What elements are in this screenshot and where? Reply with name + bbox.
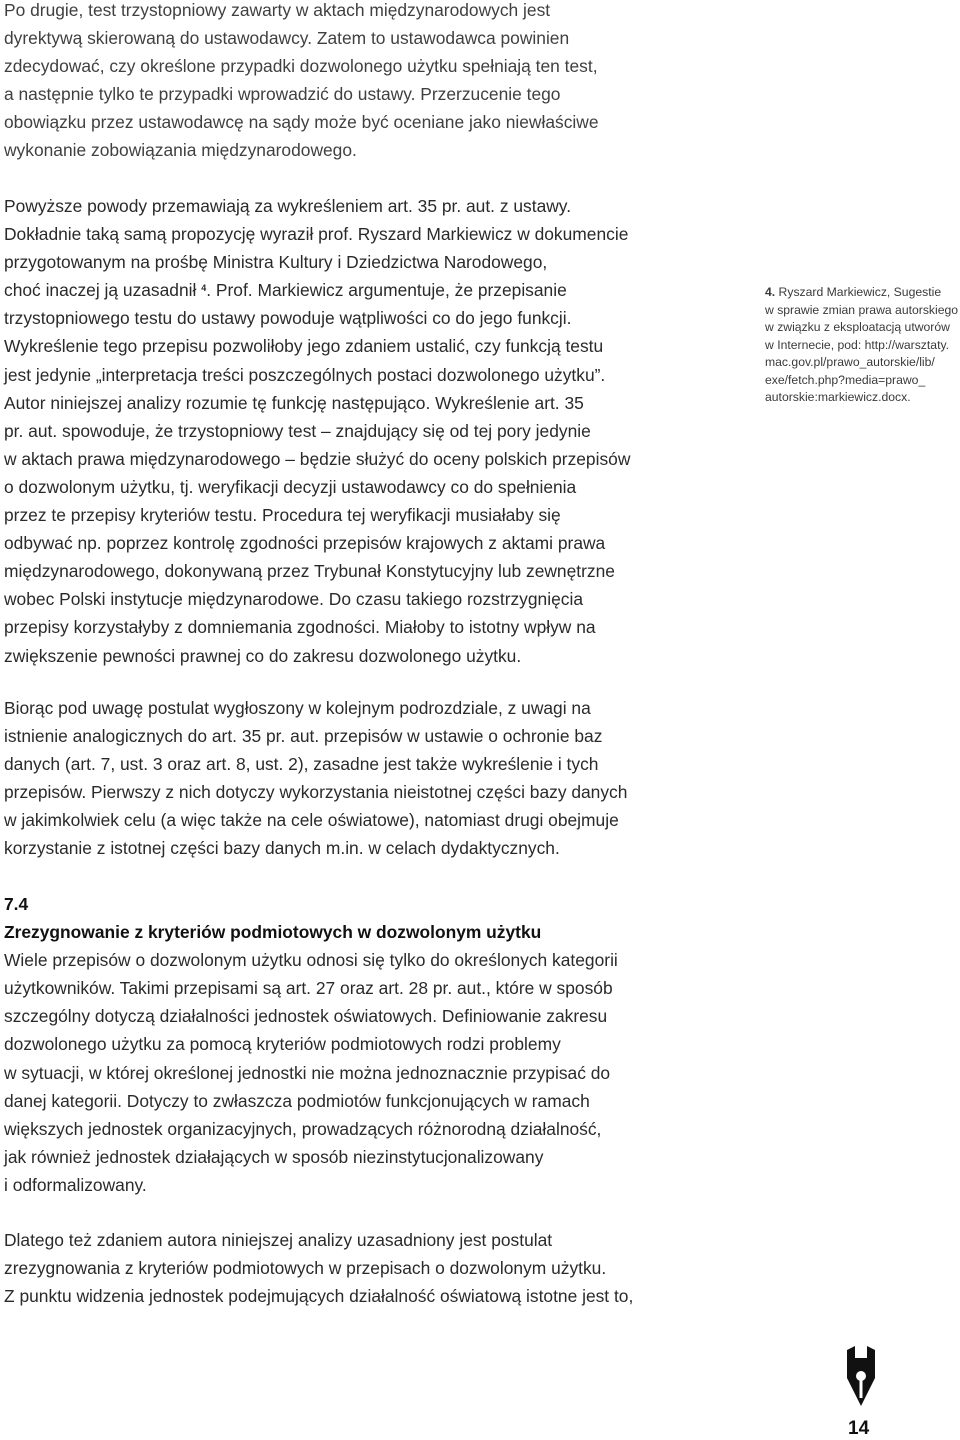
footnote-line: w sprawie zmian prawa autorskiego bbox=[765, 302, 959, 317]
text-line: jest jedynie „interpretacja treści poszczególnych postaci dozwolonego użytku”. bbox=[4, 364, 606, 385]
text-fragment: . Prof. Markiewicz argumentuje, że przepisanie bbox=[206, 280, 567, 301]
text-line: przygotowanym na prośbę Ministra Kultury i Dziedzictwa Narodowego, bbox=[4, 252, 548, 273]
footnote-line: mac.gov.pl/prawo_autorskie/lib/ bbox=[765, 355, 935, 369]
text-line: danych (art. 7, ust. 3 oraz art. 8, ust. 2), zasadne jest także wykreślenie i tych bbox=[4, 754, 599, 775]
section-7-4 bbox=[4, 890, 618, 1199]
paragraph-database-provisions bbox=[4, 694, 627, 863]
text-line: Autor niniejszej analizy rozumie tę funkcję następująco. Wykreślenie art. 35 bbox=[4, 392, 584, 413]
text-line: wobec Polski instytucje międzynarodowe. Do czasu takiego rozstrzygnięcia bbox=[4, 589, 583, 610]
text-line: trzystopniowego testu do ustawy powoduje wątpliwości co do jego funkcji. bbox=[4, 308, 572, 329]
text-line: danej kategorii. Dotyczy to zwłaszcza podmiotów funkcjonujących w ramach bbox=[4, 1090, 590, 1111]
text-line: jak również jednostek działających w sposób niezinstytucjonalizowany bbox=[4, 1146, 544, 1167]
text-line: przepisów. Pierwszy z nich dotyczy wykorzystania nieistotnej części bazy danych bbox=[4, 782, 628, 803]
text-line: większych jednostek organizacyjnych, prowadzących różnorodną działalność, bbox=[4, 1118, 602, 1139]
footnote-first-line bbox=[765, 284, 960, 302]
text-line: odbywać np. poprzez kontrolę zgodności przepisów krajowych z aktami prawa bbox=[4, 533, 606, 554]
text-line: międzynarodowego, dokonywaną przez Trybunał Konstytucyjny lub zewnętrzne bbox=[4, 561, 615, 582]
text-line: w aktach prawa międzynarodowego – będzie służyć do oceny polskich przepisów bbox=[4, 448, 631, 469]
text-line: Dokładnie taką samą propozycję wyraził prof. Ryszard Markiewicz w dokumencie bbox=[4, 224, 629, 245]
text-line: wykonanie zobowiązania międzynarodowego. bbox=[4, 140, 357, 161]
text-line: zrezygnowania z kryteriów podmiotowych w przepisach o dozwolonym użytku. bbox=[4, 1258, 607, 1279]
footnote-number: 4. bbox=[765, 285, 776, 299]
text-line: dyrektywą skierowaną do ustawodawcy. Zatem to ustawodawca powinien bbox=[4, 28, 570, 49]
text-line: Dlatego też zdaniem autora niniejszej analizy uzasadniony jest postulat bbox=[4, 1230, 553, 1250]
footnote-line: exe/fetch.php?media=prawo_ bbox=[765, 372, 926, 387]
footnote-text: Ryszard Markiewicz, Sugestie bbox=[775, 285, 942, 299]
text-line: Wiele przepisów o dozwolonym użytku odnosi się tylko do określonych kategorii bbox=[4, 950, 618, 971]
section-title: Zrezygnowanie z kryteriów podmiotowych w dozwolonym użytku bbox=[4, 922, 542, 943]
paragraph-test-directive bbox=[4, 0, 599, 165]
text-line: przez te przepisy kryteriów testu. Procedura tej weryfikacji musiałaby się bbox=[4, 505, 561, 526]
text-line: zwiększenie pewności prawnej co do zakresu dozwolonego użytku. bbox=[4, 645, 522, 666]
footnote-line: w Internecie, pod: http://warsztaty. bbox=[765, 337, 950, 352]
text-line: dozwolonego użytku za pomocą kryteriów podmiotowych rodzi problemy bbox=[4, 1034, 561, 1055]
text-line: Wykreślenie tego przepisu pozwoliłoby jego zdaniem ustalić, czy funkcją testu bbox=[4, 336, 604, 357]
text-line: obowiązku przez ustawodawcę na sądy może być oceniane jako niewłaściwe bbox=[4, 112, 599, 133]
text-line: szczególny dotyczą działalności jednostek oświatowych. Definiowanie zakresu bbox=[4, 1006, 608, 1027]
text-line: w sytuacji, w której określonej jednostki nie można jednoznacznie przypisać do bbox=[4, 1062, 611, 1083]
text-line: Biorąc pod uwagę postulat wygłoszony w kolejnym podrozdziale, z uwagi na bbox=[4, 698, 591, 718]
text-line: pr. aut. spowoduje, że trzystopniowy test – znajdujący się od tej pory jedynie bbox=[4, 420, 591, 441]
pen-nib-icon bbox=[843, 1346, 879, 1410]
text-line: przepisy korzystałyby z domniemania zgodności. Miałoby to istotny wpływ na bbox=[4, 617, 596, 638]
text-line: a następnie tylko te przypadki wprowadzić do ustawy. Przerzucenie tego bbox=[4, 84, 561, 105]
paragraph-postulate bbox=[4, 1226, 633, 1310]
text-line: Powyższe powody przemawiają za wykreśleniem art. 35 pr. aut. z ustawy. bbox=[4, 196, 572, 216]
paragraph-art35-deletion bbox=[4, 192, 630, 670]
text-line: w jakimkolwiek celu (a więc także na cele oświatowe), natomiast drugi obejmuje bbox=[4, 810, 619, 831]
text-line: Po drugie, test trzystopniowy zawarty w aktach międzynarodowych jest bbox=[4, 0, 551, 20]
text-line: istnienie analogicznych do art. 35 pr. aut. przepisów w ustawie o ochronie baz bbox=[4, 726, 603, 747]
footnote-line: w związku z eksploatacją utworów bbox=[765, 320, 950, 334]
text-line: korzystanie z istotnej części bazy danych m.in. w celach dydaktycznych. bbox=[4, 838, 560, 859]
text-line: o dozwolonym użytku, tj. weryfikacji decyzji ustawodawcy co do spełnienia bbox=[4, 476, 577, 497]
footnote-4 bbox=[765, 284, 960, 407]
section-number: 7.4 bbox=[4, 894, 29, 914]
page-number: 14 bbox=[848, 1418, 870, 1439]
text-line: Z punktu widzenia jednostek podejmujących działalność oświatową istotne jest to, bbox=[4, 1286, 634, 1307]
footnote-reference[interactable]: 4 bbox=[201, 283, 207, 294]
text-line: użytkowników. Takimi przepisami są art. 27 oraz art. 28 pr. aut., które w sposób bbox=[4, 978, 613, 999]
text-line-with-footnote-ref bbox=[4, 276, 630, 304]
footnote-line: autorskie:markiewicz.docx. bbox=[765, 390, 911, 404]
text-line: i odformalizowany. bbox=[4, 1174, 147, 1195]
text-line: zdecydować, czy określone przypadki dozwolonego użytku spełniają ten test, bbox=[4, 56, 598, 77]
text-fragment: choć inaczej ją uzasadnił bbox=[4, 280, 202, 301]
